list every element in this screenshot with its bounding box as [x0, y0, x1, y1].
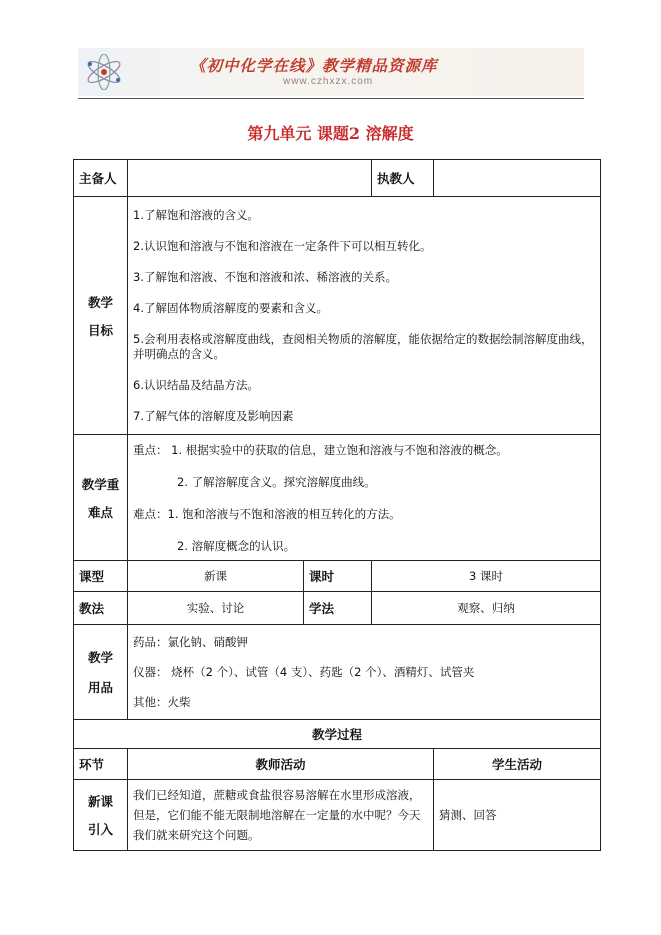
segment-column-header: 环节 — [74, 749, 128, 780]
lesson-type-value: 新课 — [128, 561, 304, 592]
intro-teacher-activity: 我们已经知道，蔗糖或食盐很容易溶解在水里形成溶液，但是，它们能不能无限制地溶解在一定量的水中呢？今天我们就来研究这个问题。 — [128, 780, 434, 851]
table-row — [74, 625, 601, 720]
objective-item: 3.了解饱和溶液、不饱和溶液和浓、稀溶液的关系。 — [133, 269, 397, 284]
objective-item: 1.了解饱和溶液的含义。 — [133, 207, 259, 222]
intro-label — [74, 780, 128, 851]
materials-cell — [128, 625, 601, 720]
atom-logo-icon — [82, 54, 126, 90]
objective-item: 6.认识结晶及结晶方法。 — [133, 377, 259, 392]
lesson-plan-table — [73, 159, 601, 851]
key-label-line: 教学重 — [81, 476, 120, 492]
study-method-label: 学法 — [304, 592, 372, 625]
page-header — [78, 48, 584, 100]
process-title: 教学过程 — [74, 720, 601, 749]
banner-url: www.czhxzx.com — [283, 76, 374, 87]
table-row — [74, 435, 601, 561]
materials-label-line: 教学 — [87, 650, 113, 665]
table-row — [74, 160, 601, 197]
intro-label-line: 引入 — [87, 822, 113, 837]
header-banner — [78, 48, 584, 96]
teaching-method-label: 教法 — [74, 592, 128, 625]
table-row — [74, 749, 601, 780]
objective-item: 4.了解固体物质溶解度的要素和含义。 — [133, 300, 328, 315]
materials-label-line: 用品 — [87, 680, 113, 695]
material-item: 药品：氯化钠、硝酸钾 — [133, 635, 248, 649]
objective-item: 5.会利用表格或溶解度曲线，查阅相关物质的溶解度，能依据给定的数据绘制溶解度曲线，并明确点的含义。 — [133, 331, 593, 361]
objectives-label-line: 教学 — [87, 294, 113, 310]
teacher-label: 执教人 — [372, 160, 434, 197]
key-label-line: 难点 — [87, 504, 113, 520]
document-title: 第九单元 课题2 溶解度 — [247, 124, 414, 143]
intro-label-line: 新课 — [87, 794, 113, 809]
objectives-label — [74, 197, 128, 435]
table-row — [74, 561, 601, 592]
lesson-hours-label: 课时 — [304, 561, 372, 592]
teaching-method-value: 实验、讨论 — [128, 592, 304, 625]
key-point-item: 2. 了解溶解度含义。探究溶解度曲线。 — [177, 474, 376, 489]
objectives-label-line: 目标 — [87, 322, 113, 338]
table-row — [74, 197, 601, 435]
banner-title: 《初中化学在线》教学精品资源库 — [190, 56, 438, 75]
study-method-value: 观察、归纳 — [372, 592, 601, 625]
objective-item: 2.认识饱和溶液与不饱和溶液在一定条件下可以相互转化。 — [133, 238, 432, 253]
student-activity-column-header: 学生活动 — [434, 749, 601, 780]
material-item: 仪器： 烧杯（2 个）、试管（4 支）、药匙（2 个）、酒精灯、试管夹 — [133, 665, 475, 679]
table-row — [74, 780, 601, 851]
lesson-type-label: 课型 — [74, 561, 128, 592]
lesson-hours-value: 3 课时 — [372, 561, 601, 592]
table-row — [74, 592, 601, 625]
materials-label — [74, 625, 128, 720]
key-points-cell — [128, 435, 601, 561]
key-point-item: 2. 溶解度概念的认识。 — [177, 538, 296, 553]
teacher-value — [434, 160, 601, 197]
key-point-item: 重点： 1. 根据实验中的获取的信息，建立饱和溶液与不饱和溶液的概念。 — [133, 442, 508, 457]
header-rule — [78, 98, 584, 99]
preparer-value — [128, 160, 372, 197]
objectives-cell — [128, 197, 601, 435]
teacher-activity-column-header: 教师活动 — [128, 749, 434, 780]
key-point-item: 难点：1. 饱和溶液与不饱和溶液的相互转化的方法。 — [133, 506, 401, 521]
material-item: 其他：火柴 — [133, 695, 191, 709]
table-row — [74, 720, 601, 749]
intro-student-activity: 猜测、回答 — [434, 780, 601, 851]
objective-item: 7.了解气体的溶解度及影响因素 — [133, 408, 294, 423]
key-points-label — [74, 435, 128, 561]
preparer-label: 主备人 — [74, 160, 128, 197]
